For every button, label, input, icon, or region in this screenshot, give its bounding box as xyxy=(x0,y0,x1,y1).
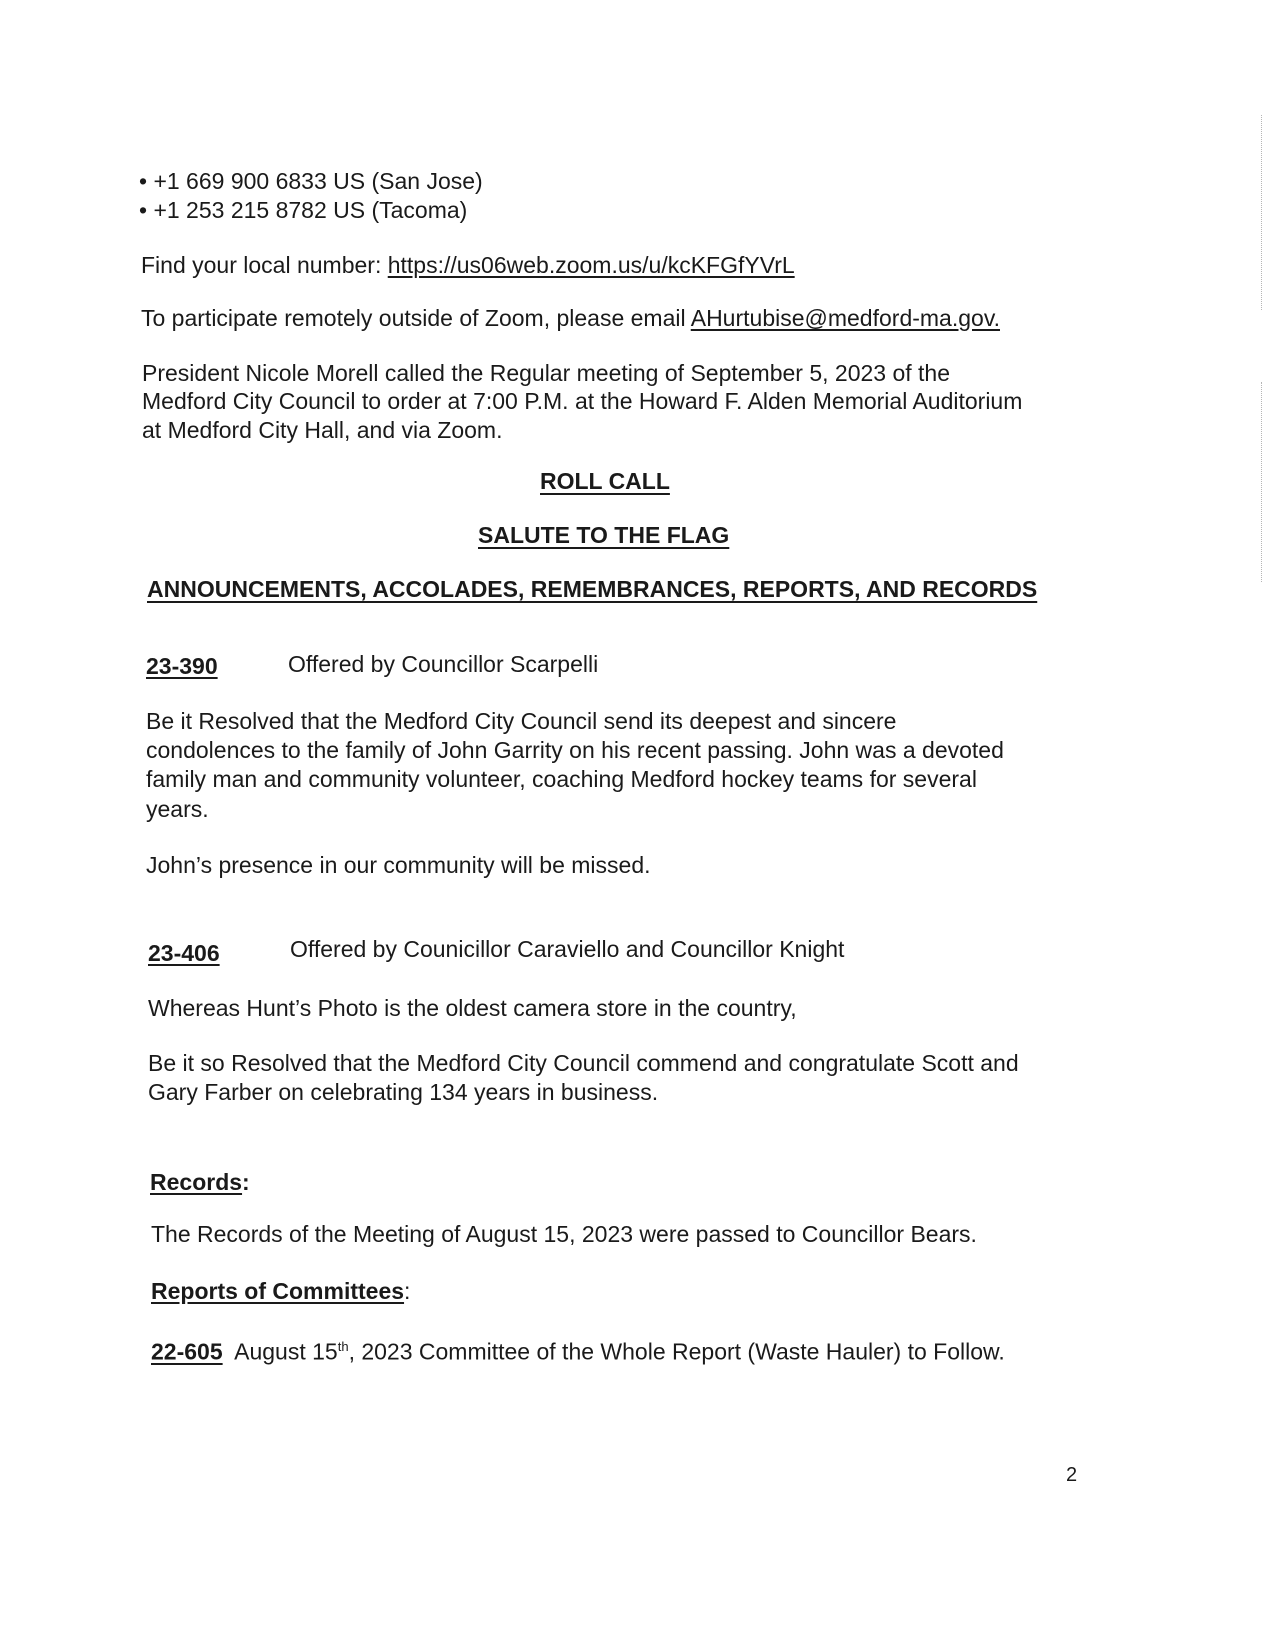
roll-call-heading: ROLL CALL xyxy=(540,468,670,494)
phone-line: • +1 669 900 6833 US (San Jose) xyxy=(139,168,483,194)
scan-mark xyxy=(1261,382,1263,582)
item-body-line: years. xyxy=(146,796,209,822)
scan-mark xyxy=(1261,115,1263,310)
item-whereas: Whereas Hunt’s Photo is the oldest camera store in the country, xyxy=(148,995,797,1021)
item-offered-by: Offered by Councillor Scarpelli xyxy=(288,651,599,677)
item-body-line: Be it so Resolved that the Medford City Council commend and congratulate Scott and xyxy=(148,1050,1019,1076)
records-heading: Records xyxy=(150,1169,243,1195)
item-offered-by: Offered by Counicillor Caraviello and Councillor Knight xyxy=(290,936,845,962)
local-number-line xyxy=(141,250,795,281)
committee-report-date: August 15 xyxy=(222,1338,338,1365)
committees-colon: : xyxy=(404,1278,411,1304)
item-closing: John’s presence in our community will be missed. xyxy=(146,852,651,878)
committee-report-line xyxy=(151,1331,1005,1368)
remote-participation-text: To participate remotely outside of Zoom, please email xyxy=(141,305,691,331)
call-to-order-line: at Medford City Hall, and via Zoom. xyxy=(142,417,503,443)
records-heading-line xyxy=(150,1167,250,1198)
committee-report-text: , 2023 Committee of the Whole Report (Waste Hauler) to Follow. xyxy=(348,1338,1005,1365)
item-body-line: family man and community volunteer, coaching Medford hockey teams for several xyxy=(146,766,977,792)
item-body-line: Gary Farber on celebrating 134 years in business. xyxy=(148,1079,659,1105)
page-number: 2 xyxy=(1066,1464,1078,1486)
phone-line: • +1 253 215 8782 US (Tacoma) xyxy=(139,197,468,223)
local-number-label: Find your local number: xyxy=(141,252,388,278)
records-colon: : xyxy=(242,1169,250,1195)
remote-participation-line xyxy=(141,303,1000,334)
call-to-order-line: Medford City Council to order at 7:00 P.M. at the Howard F. Alden Memorial Auditorium xyxy=(142,388,1023,414)
item-body-line: condolences to the family of John Garrity on his recent passing. John was a devoted xyxy=(146,737,1004,763)
committee-item-number: 22-605 xyxy=(151,1338,223,1365)
announcements-heading: ANNOUNCEMENTS, ACCOLADES, REMEMBRANCES, REPORTS, AND RECORDS xyxy=(147,576,1038,602)
item-body-line: Be it Resolved that the Medford City Council send its deepest and sincere xyxy=(146,708,897,734)
committees-heading: Reports of Committees xyxy=(151,1278,405,1304)
call-to-order-line: President Nicole Morell called the Regular meeting of September 5, 2023 of the xyxy=(142,360,951,386)
item-number: 23-406 xyxy=(148,940,220,966)
salute-heading: SALUTE TO THE FLAG xyxy=(478,522,730,548)
contact-email-link[interactable]: AHurtubise@medford-ma.gov. xyxy=(690,305,1000,331)
zoom-local-number-link[interactable]: https://us06web.zoom.us/u/kcKFGfYVrL xyxy=(387,252,795,278)
item-number: 23-390 xyxy=(146,653,218,679)
records-text: The Records of the Meeting of August 15, 2023 were passed to Councillor Bears. xyxy=(151,1221,977,1247)
committees-heading-line xyxy=(151,1276,410,1307)
committee-report-sup: th xyxy=(337,1339,349,1354)
